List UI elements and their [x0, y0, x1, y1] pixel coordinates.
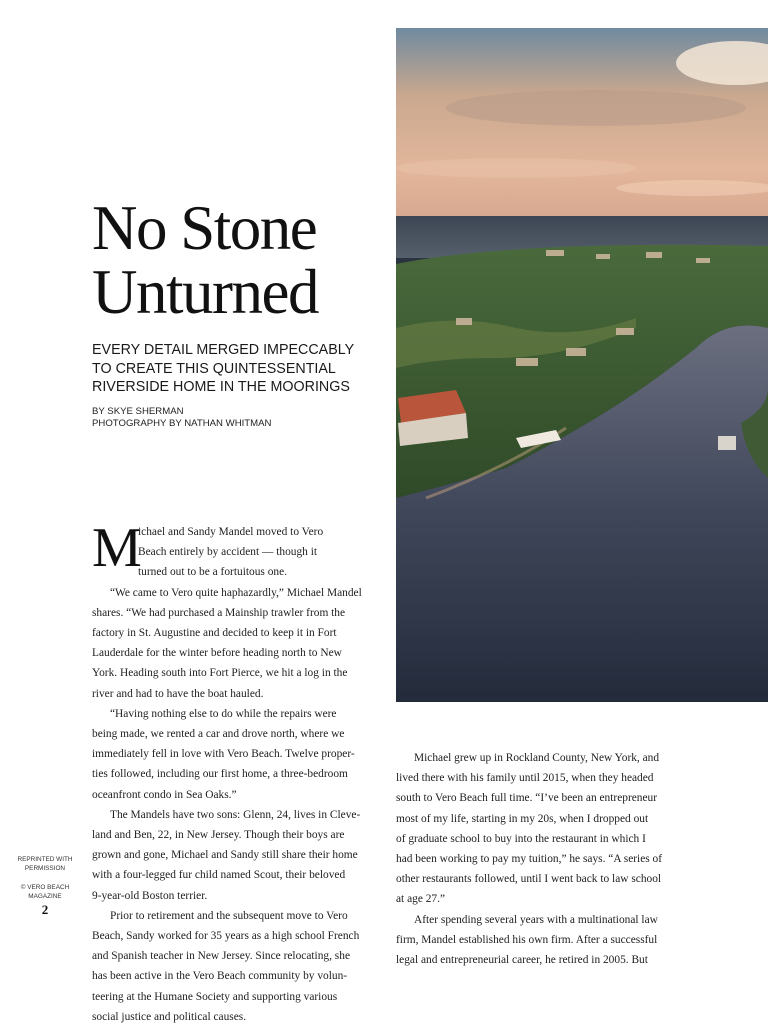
text-line: “We came to Vero quite haphazardly,” Michael Mandel [110, 586, 362, 599]
credit-line: PERMISSION [24, 865, 66, 872]
title-line: No Stone [92, 193, 317, 263]
drop-cap: M [92, 517, 142, 579]
text-line: lived there with his family until 2015, when they headed [396, 772, 654, 785]
subtitle-line: TO CREATE THIS QUINTESSENTIAL [92, 360, 336, 377]
text-line: river and had to have the boat hauled. [92, 687, 264, 700]
credit-spacer [10, 873, 80, 883]
text-line: Michael grew up in Rockland County, New York, and [414, 752, 660, 764]
byline-author: BY SKYE SHERMAN [92, 406, 184, 417]
text-line: Beach, Sandy worked for 35 years as a high school French [92, 930, 360, 943]
text-line: Lauderdale for the winter before heading north to New [92, 647, 342, 660]
title-line: Unturned [92, 257, 318, 327]
text-line: immediately fell in love with Vero Beach. Twelve proper- [92, 748, 355, 761]
aerial-photo-illustration [396, 28, 768, 702]
text-line: factory in St. Augustine and decided to keep it in Fort [92, 627, 337, 640]
text-line: being made, we rented a car and drove north, where we [92, 728, 345, 741]
text-line: and Spanish teacher in New Jersey. Since relocating, she [92, 950, 350, 963]
reprint-credit [10, 855, 80, 901]
aerial-photo [396, 28, 768, 702]
text-line: land and Ben, 22, in New Jersey. Though their boys are [92, 829, 345, 842]
text-line: Prior to retirement and the subsequent move to Vero [110, 909, 348, 922]
text-line: with a four-legged fur child named Scout, their beloved [92, 869, 346, 882]
text-line: teering at the Humane Society and supporting various [92, 990, 338, 1003]
byline [92, 406, 271, 430]
text-line: south to Vero Beach full time. “I’ve been an entrepreneur [396, 792, 658, 805]
byline-photographer: PHOTOGRAPHY BY NATHAN WHITMAN [92, 418, 272, 429]
text-line: grown and gone, Michael and Sandy still share their home [92, 849, 358, 862]
text-line: legal and entrepreneurial career, he retired in 2005. But [396, 954, 648, 967]
opening-paragraph [92, 517, 378, 583]
article-title [92, 193, 392, 327]
text-line: at age 27.” [396, 893, 446, 906]
text-line: has been active in the Vero Beach community by volun- [92, 970, 348, 983]
article-subtitle [92, 341, 392, 397]
text-line: had been working to pay my tuition,” he says. “A series of [396, 853, 663, 866]
page-number: 2 [41, 902, 49, 917]
text-line: ichael and Sandy Mandel moved to Vero [138, 526, 324, 538]
subtitle-line: RIVERSIDE HOME IN THE MOORINGS [92, 379, 350, 395]
credit-line: REPRINTED WITH [17, 856, 73, 863]
text-line: of graduate school to buy into the restaurant in which I [396, 832, 646, 845]
text-line: The Mandels have two sons: Glenn, 24, lives in Cleve- [110, 808, 361, 821]
body-column-1 [92, 517, 378, 1027]
text-line: other restaurants followed, until I went back to law school [396, 873, 662, 886]
text-line: 9-year-old Boston terrier. [92, 889, 208, 902]
credit-line: MAGAZINE [28, 893, 62, 900]
text-line: ties followed, including our first home, a three-bedroom [92, 768, 348, 781]
text-line: After spending several years with a multinational law [414, 913, 658, 926]
text-line: York. Heading south into Fort Pierce, we hit a log in the [92, 667, 348, 680]
credit-line: © VERO BEACH [20, 884, 70, 891]
text-line: oceanfront condo in Sea Oaks.” [92, 788, 237, 801]
text-line: turned out to be a fortuitous one. [138, 566, 287, 579]
body-column-2 [396, 748, 708, 970]
text-line: social justice and political causes. [92, 1010, 247, 1023]
text-line: Beach entirely by accident — though it [138, 546, 318, 559]
text-line: firm, Mandel established his own firm. After a successful [396, 933, 658, 946]
text-line: “Having nothing else to do while the repairs were [110, 707, 337, 720]
text-line: shares. “We had purchased a Mainship trawler from the [92, 606, 346, 619]
text-line: most of my life, starting in my 20s, when I dropped out [396, 812, 649, 825]
subtitle-line: EVERY DETAIL MERGED IMPECCABLY [92, 342, 355, 358]
